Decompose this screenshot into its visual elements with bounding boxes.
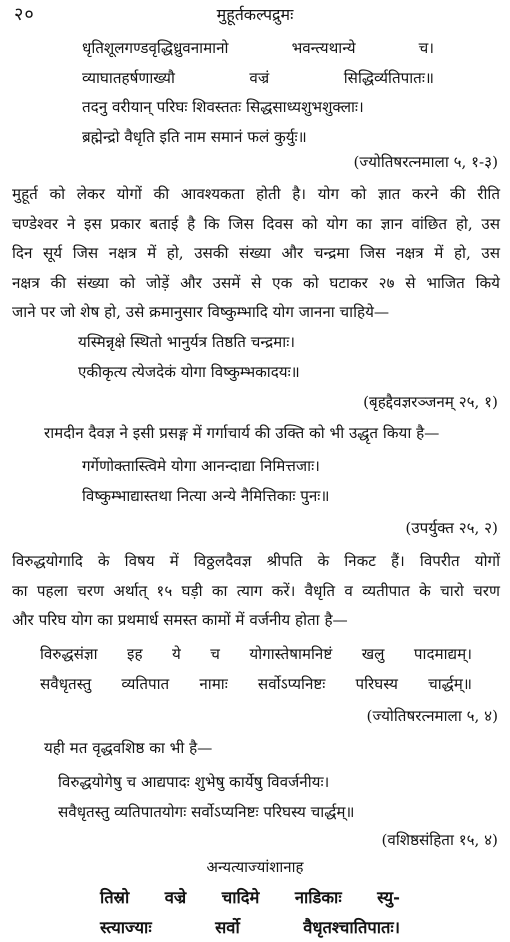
verse-word: वज्रे xyxy=(165,883,187,913)
verse-block-1 xyxy=(82,34,434,152)
verse-word: विरुद्धयोगेषु च आद्यपादः शुभेषु कार्येषु विवर्जनीयः। xyxy=(58,768,329,798)
verse-2-citation: (बृहद्दैवज्ञरञ्जनम् २५, १) xyxy=(363,392,498,412)
verse-5-citation: (वशिष्ठसंहिता १५, ४) xyxy=(381,830,498,850)
verse-block-4 xyxy=(40,640,472,699)
paragraph-3 xyxy=(12,547,500,636)
section-subheading: अन्यत्याज्यांशानाह xyxy=(0,857,510,877)
verse-line xyxy=(100,883,400,913)
verse-word: व्यतिपात xyxy=(121,670,169,700)
verse-word: च xyxy=(210,640,220,670)
verse-4-citation: (ज्योतिषरत्नमाला ५, ४) xyxy=(367,706,498,726)
verse-word: विरुद्धसंज्ञा xyxy=(40,640,98,670)
verse-word: योगास्तेषामनिष्टं xyxy=(249,640,332,670)
verse-block-3 xyxy=(82,452,432,511)
paragraph-2 xyxy=(44,419,500,449)
prose-line: का पहला चरण अर्थात् १५ घड़ी का त्याग करें। वैधृति व व्यतीपात के चारो चरण xyxy=(12,577,500,607)
verse-1-citation: (ज्योतिषरत्नमाला ५, १-३) xyxy=(353,152,498,172)
prose-line: दिन सूर्य जिस नक्षत्र में हो, उसकी संख्या और चन्द्रमा जिस नक्षत्र में हो, उस xyxy=(12,239,500,269)
verse-word: सर्वो xyxy=(215,913,240,942)
verse-word: खलु xyxy=(362,640,385,670)
verse-line xyxy=(82,482,432,512)
prose-line: रामदीन दैवज्ञ ने इसी प्रसङ्ग में गर्गाचार्य की उक्ति को भी उद्धृत किया है— xyxy=(44,419,500,449)
verse-line xyxy=(82,64,434,94)
verse-word: सिद्धिर्व्यतिपातः॥ xyxy=(344,64,434,94)
verse-line xyxy=(58,798,438,828)
verse-word: विष्कुम्भाद्यास्तथा नित्या अन्ये नैमित्तिकाः पुनः॥ xyxy=(82,482,329,512)
prose-line: यही मत वृद्धवशिष्ठ का भी है— xyxy=(44,734,500,764)
verse-line xyxy=(82,34,434,64)
verse-word: चादिमे xyxy=(222,883,260,913)
prose-line: विरुद्धयोगादि के विषय में विठ्ठलदैवज्ञ श्रीपति के निकट हैं। विपरीत योगों xyxy=(12,547,500,577)
verse-word: वज्रं xyxy=(249,64,269,94)
verse-word: तिस्रो xyxy=(100,883,129,913)
verse-word: व्याघातहर्षणाख्यौ xyxy=(82,64,175,94)
page-header xyxy=(0,2,510,26)
verse-word: इह xyxy=(127,640,143,670)
prose-line: और परिघ योग का प्रथमार्ध समस्त कामों में वर्जनीय होता है— xyxy=(12,606,500,636)
verse-block-6 xyxy=(100,883,400,942)
page-number: २० xyxy=(14,2,35,26)
verse-word: वैधृतश्चातिपातः। xyxy=(303,913,400,942)
verse-word: नाडिकाः xyxy=(295,883,342,913)
verse-line xyxy=(82,452,432,482)
verse-block-5 xyxy=(58,768,438,827)
verse-line xyxy=(58,768,438,798)
verse-word: सवैधृतस्तु व्यतिपातयोगः सर्वोऽप्यनिष्टः परिघस्य चार्द्धम्॥ xyxy=(58,798,355,828)
verse-line xyxy=(40,640,472,670)
verse-word: यस्मिन्नृक्षे स्थितो भानुर्यत्र तिष्ठति चन्द्रमाः। xyxy=(78,328,295,358)
verse-word: ब्रह्मेन्द्रो वैधृति इति नाम समानं फलं कुर्युः॥ xyxy=(82,123,307,153)
verse-word: सवैधृतस्तु xyxy=(40,670,91,700)
verse-block-2 xyxy=(78,328,428,387)
verse-word: धृतिशूलगण्डवृद्धिध्रुवनामानो xyxy=(82,34,228,64)
paragraph-4 xyxy=(44,734,500,764)
verse-word: एकीकृत्य त्येजदेकं योगा विष्कुम्भकादयः॥ xyxy=(78,358,300,388)
verse-line xyxy=(82,123,434,153)
verse-word: स्यु- xyxy=(377,883,400,913)
verse-word: च। xyxy=(419,34,434,64)
verse-line xyxy=(78,358,428,388)
running-title: मुहूर्तकल्पद्रुमः xyxy=(0,3,510,25)
verse-word: ये xyxy=(172,640,181,670)
verse-line xyxy=(40,670,472,700)
paragraph-1 xyxy=(12,180,500,328)
verse-word: परिघस्य xyxy=(355,670,397,700)
verse-word: भवन्त्यथान्ये xyxy=(292,34,356,64)
verse-3-citation: (उपर्युक्त २५, २) xyxy=(405,518,498,538)
verse-word: पादमाद्यम्। xyxy=(414,640,472,670)
prose-line: मुहूर्त को लेकर योगों की आवश्यकता होती है। योग को ज्ञात करने की रीति xyxy=(12,180,500,210)
prose-line: नक्षत्र की संख्या को जोड़ें और उसमें से एक को घटाकर २७ से भाजित किये xyxy=(12,269,500,299)
verse-line xyxy=(78,328,428,358)
verse-word: नामाः xyxy=(199,670,227,700)
prose-line: चण्डेश्वर ने इस प्रकार बताई है कि जिस दिवस को योग का ज्ञान वांछित हो, उस xyxy=(12,210,500,240)
verse-line xyxy=(82,93,434,123)
verse-word: तदनु वरीयान् परिघः शिवस्ततः सिद्धसाध्यशुभशुक्लाः। xyxy=(82,93,364,123)
verse-word: गर्गेणोक्तास्त्विमे योगा आनन्दाद्या निमित्तजाः। xyxy=(82,452,320,482)
verse-word: स्त्याज्याः xyxy=(100,913,152,942)
verse-word: चार्द्धम्॥ xyxy=(428,670,472,700)
verse-line xyxy=(100,913,400,942)
verse-word: सर्वोऽप्यनिष्टः xyxy=(258,670,325,700)
prose-line: जाने पर जो शेष हो, उसे क्रमानुसार विष्कुम्भादि योग जानना चाहिये— xyxy=(12,298,500,328)
